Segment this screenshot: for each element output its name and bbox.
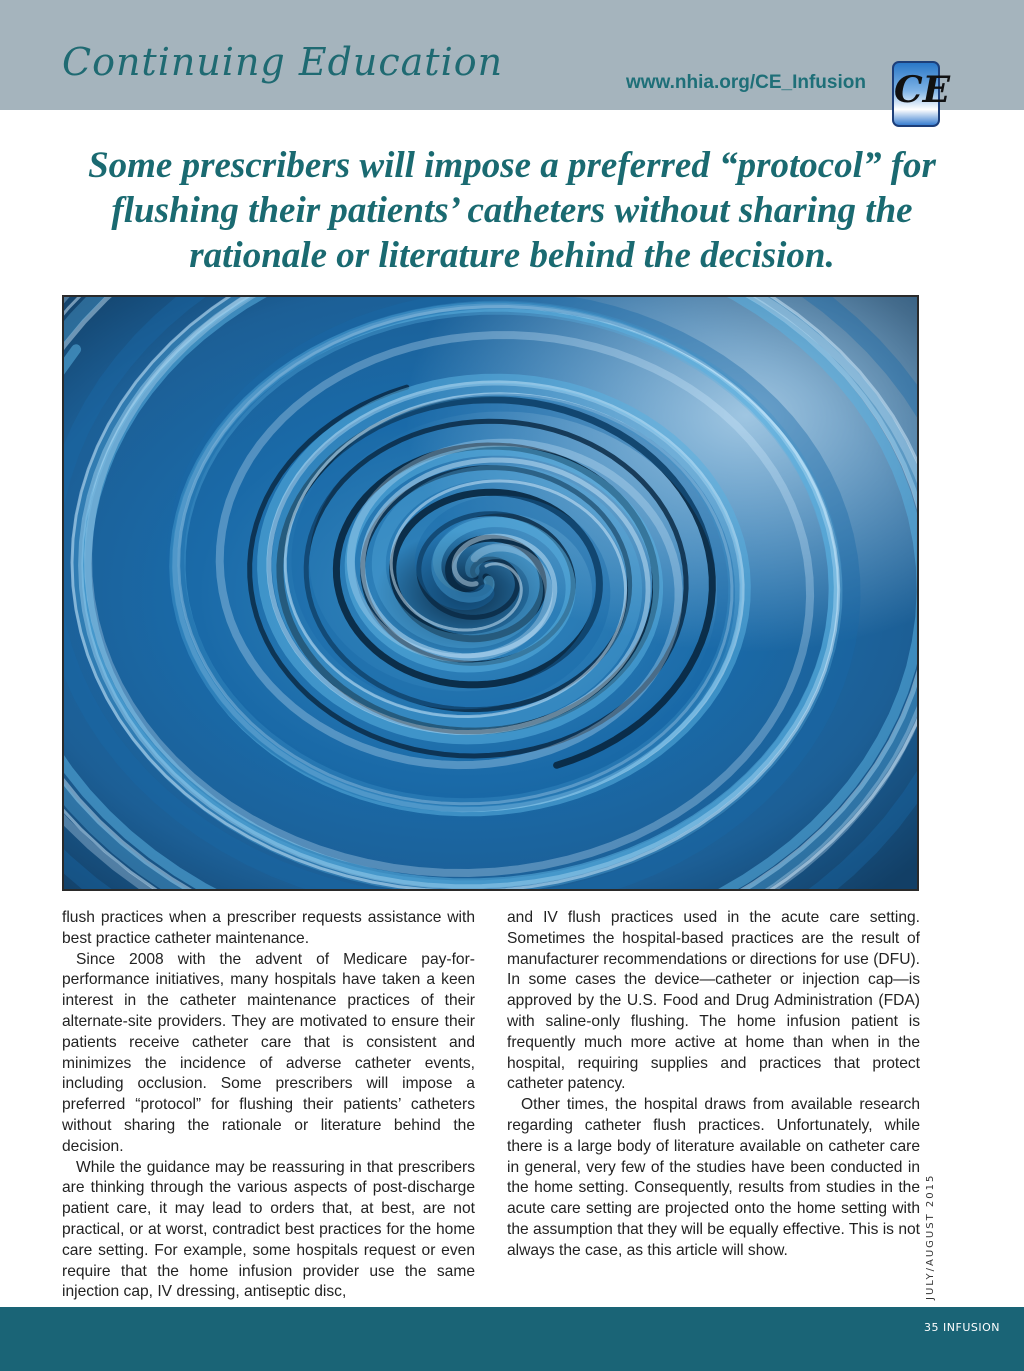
body-paragraph: Other times, the hospital draws from available research regarding catheter flush practices. Unfortunately, while there is a large body of literature available on catheter care in general, very few of the studies have been conducted in the home setting. Consequently, results from studies in the acute care setting are projected onto the home setting with the assumption that they will be equally effective. This is not always the case, as this article will show. [507,1096,920,1259]
page-folio: 35 INFUSION [924,1321,1000,1334]
body-paragraph: While the guidance may be reassuring in that prescribers are thinking through the various aspects of post-discharge patient care, it may lead to orders that, at best, are not practical, or at worst, contradict best practices for the home care setting. For example, some hospitals request or even require that the home infusion provider use the same injection cap, IV dressing, antiseptic disc, [62,1158,475,1301]
body-column-right [507,908,920,1262]
website-url[interactable]: www.nhia.org/CE_Infusion [626,72,866,93]
issue-date: JULY/AUGUST 2015 [925,1173,936,1300]
pull-quote-headline: Some prescribers will impose a preferred “protocol” for flushing their patients’ catheters without sharing the rationale or literature behind the decision. [88,145,936,276]
body-paragraph: flush practices when a prescriber requests assistance with best practice catheter maintenance. [62,909,475,947]
vortex-photo [62,295,919,891]
vortex-illustration [64,297,917,889]
ce-logo-icon [892,61,951,127]
body-column-left [62,908,475,1303]
page-header [0,0,1024,110]
body-paragraph: and IV flush practices used in the acute care setting. Sometimes the hospital-based practices are the result of manufacturer recommendations or directions for use (DFU). In some cases the device—catheter or injection cap—is approved by the U.S. Food and Drug Administration (FDA) with saline-only flushing. The home infusion patient is frequently much more active at home than when in the hospital, requiring supplies and practices that protect catheter patency. [507,909,920,1093]
section-title: Continuing Education [62,40,504,84]
body-paragraph: Since 2008 with the advent of Medicare pay-for-performance initiatives, many hospitals have taken a keen interest in the catheter maintenance practices of their alternate-site providers. They are motivated to ensure their patients receive catheter care that is consistent and minimizes the incidence of adverse catheter events, including occlusion. Some prescribers will impose a preferred “protocol” for flushing their patients’ catheters without sharing the rationale or literature behind the decision. [62,950,475,1155]
page-footer [0,1307,1024,1371]
ce-logo-text: CE [894,69,951,111]
